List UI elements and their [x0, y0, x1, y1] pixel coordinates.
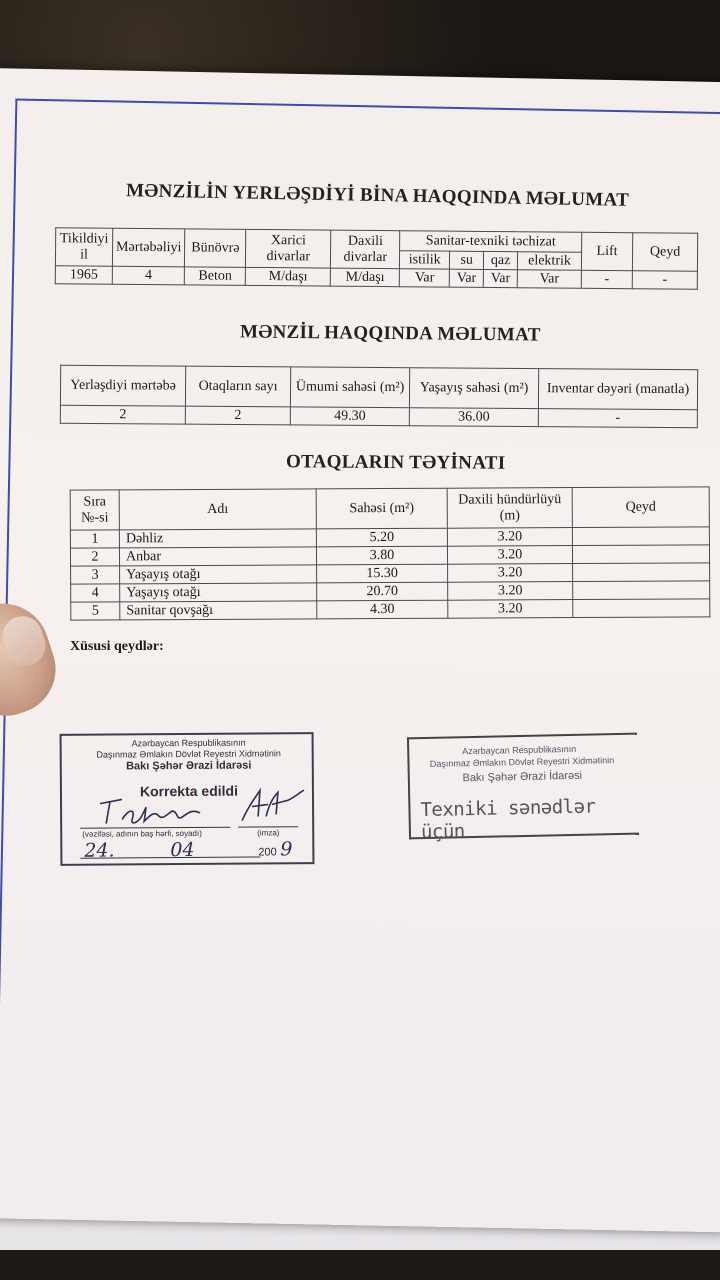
rooms-section-title: OTAQLARIN TƏYİNATI	[285, 451, 506, 474]
cell-room-name: Anbar	[119, 547, 316, 566]
cell-room-note	[573, 563, 710, 582]
header-gas: qaz	[484, 251, 518, 269]
apartment-info-table	[60, 365, 698, 428]
cell-built-year: 1965	[55, 266, 112, 284]
cell-row-number: 3	[71, 566, 120, 584]
table-row	[60, 405, 697, 427]
special-notes-label: Xüsusi qeydlər:	[70, 639, 164, 654]
header-room-note: Qeyd	[572, 487, 709, 528]
cell-foundation: Beton	[185, 267, 246, 286]
header-total-area: Ümumi sahəsi (m²)	[290, 367, 409, 408]
header-row-number: Sıra №-si	[70, 490, 119, 530]
building-info-table	[55, 227, 698, 290]
handwritten-name-signature	[92, 793, 212, 830]
cell-room-height: 3.20	[448, 564, 573, 583]
header-living-area: Yaşayış sahəsi (m²)	[409, 368, 538, 409]
cell-electric: Var	[517, 270, 581, 289]
header-room-name: Adı	[119, 489, 316, 530]
building-section-title: MƏNZİLİN YERLƏŞDİYİ BİNA HAQQINDA MƏLUMAT	[125, 180, 630, 211]
cell-inventory-value: -	[538, 409, 697, 428]
cell-room-name: Dəhliz	[119, 529, 316, 548]
cell-row-number: 1	[70, 530, 119, 548]
date-day: 24.	[84, 839, 115, 862]
cell-total-area: 49.30	[290, 407, 409, 426]
cell-lift: -	[581, 270, 632, 288]
header-floor: Yerləşdiyi mərtəbə	[60, 365, 185, 406]
cell-room-area: 15.30	[317, 564, 448, 583]
cell-floors: 4	[112, 266, 184, 285]
cell-room-height: 3.20	[448, 582, 573, 601]
cell-water: Var	[450, 269, 484, 287]
signature-caption: (imza)	[257, 828, 280, 838]
cell-room-name: Yaşayış otağı	[120, 565, 317, 584]
header-inner-walls: Daxili divarlar	[331, 230, 400, 269]
cell-outer-walls: M/daşı	[246, 267, 331, 286]
header-room-area: Sahəsi (m²)	[316, 488, 447, 529]
header-rooms: Otaqların sayı	[185, 366, 290, 407]
header-electric: elektrik	[518, 252, 582, 271]
signature-line	[238, 826, 298, 827]
date-month: 04	[170, 838, 195, 862]
header-floors: Mərtəbəliyi	[112, 228, 185, 267]
date-year-prefix: 200	[258, 846, 277, 859]
stamp-line-1: Azərbaycan Respublikasının	[462, 743, 577, 757]
header-water: su	[450, 251, 484, 269]
header-room-height: Daxili hündürlüyü (m)	[447, 488, 572, 529]
table-row	[71, 599, 710, 620]
cell-room-area: 5.20	[316, 528, 447, 547]
stamp-line-2: Daşınmaz Əmlakın Dövlət Reyestri Xidmətinin	[429, 755, 615, 769]
cell-room-area: 20.70	[317, 582, 448, 601]
stamp-line-1: Azərbaycan Respublikasının	[131, 737, 246, 749]
cell-room-note	[573, 599, 710, 618]
cell-room-area: 4.30	[317, 600, 448, 619]
cell-room-note	[572, 545, 709, 564]
cell-room-name: Yaşayış otağı	[120, 583, 317, 602]
cell-heating: Var	[400, 269, 450, 287]
header-note: Qeyd	[632, 233, 697, 272]
cell-room-height: 3.20	[448, 600, 573, 619]
cell-room-name: Sanitar qovşağı	[120, 601, 317, 620]
correction-stamp	[60, 732, 315, 866]
name-caption: (vəzifəsi, adının baş hərfi, soyadı)	[82, 828, 202, 839]
technical-documents-stamp	[407, 733, 639, 844]
cell-note: -	[632, 271, 697, 290]
stamp-heading: Texniki sənədlər üçün	[420, 795, 596, 844]
cell-row-number: 2	[70, 548, 119, 566]
rooms-table	[70, 486, 711, 620]
header-heating: istilik	[400, 251, 450, 269]
cell-rooms: 2	[185, 406, 290, 425]
handwritten-signature	[238, 786, 308, 824]
cell-floor: 2	[60, 405, 185, 424]
header-sanitary: Sanitar-texniki təchizat	[400, 231, 582, 253]
header-lift: Lift	[581, 232, 632, 270]
stamp-line-3: Bakı Şəhər Ərazi İdarəsi	[126, 759, 252, 773]
cell-gas: Var	[483, 269, 517, 287]
cell-living-area: 36.00	[409, 408, 538, 427]
stamp-line-2: Daşınmaz Əmlakın Dövlət Reyestri Xidmətinin	[96, 748, 281, 760]
stamp-line-3: Bakı Şəhər Ərazi İdarəsi	[462, 769, 583, 785]
header-outer-walls: Xarici divarlar	[246, 229, 331, 268]
cell-room-height: 3.20	[447, 528, 572, 547]
stamp-heading: Korrekta edildi	[139, 782, 239, 800]
cell-room-note	[572, 527, 709, 546]
cell-room-height: 3.20	[447, 546, 572, 565]
cell-room-area: 3.80	[316, 546, 447, 565]
apartment-section-title: MƏNZİL HAQQINDA MƏLUMAT	[239, 321, 541, 346]
cell-row-number: 5	[71, 602, 120, 620]
cell-row-number: 4	[71, 584, 120, 602]
date-year-suffix: 9	[280, 838, 293, 861]
header-inventory-value: Inventar dəyəri (manatla)	[538, 369, 697, 410]
cell-room-note	[573, 581, 710, 600]
header-built-year: Tikildiyi il	[55, 228, 112, 266]
header-foundation: Bünövrə	[185, 229, 246, 268]
cell-inner-walls: M/daşı	[331, 268, 400, 287]
